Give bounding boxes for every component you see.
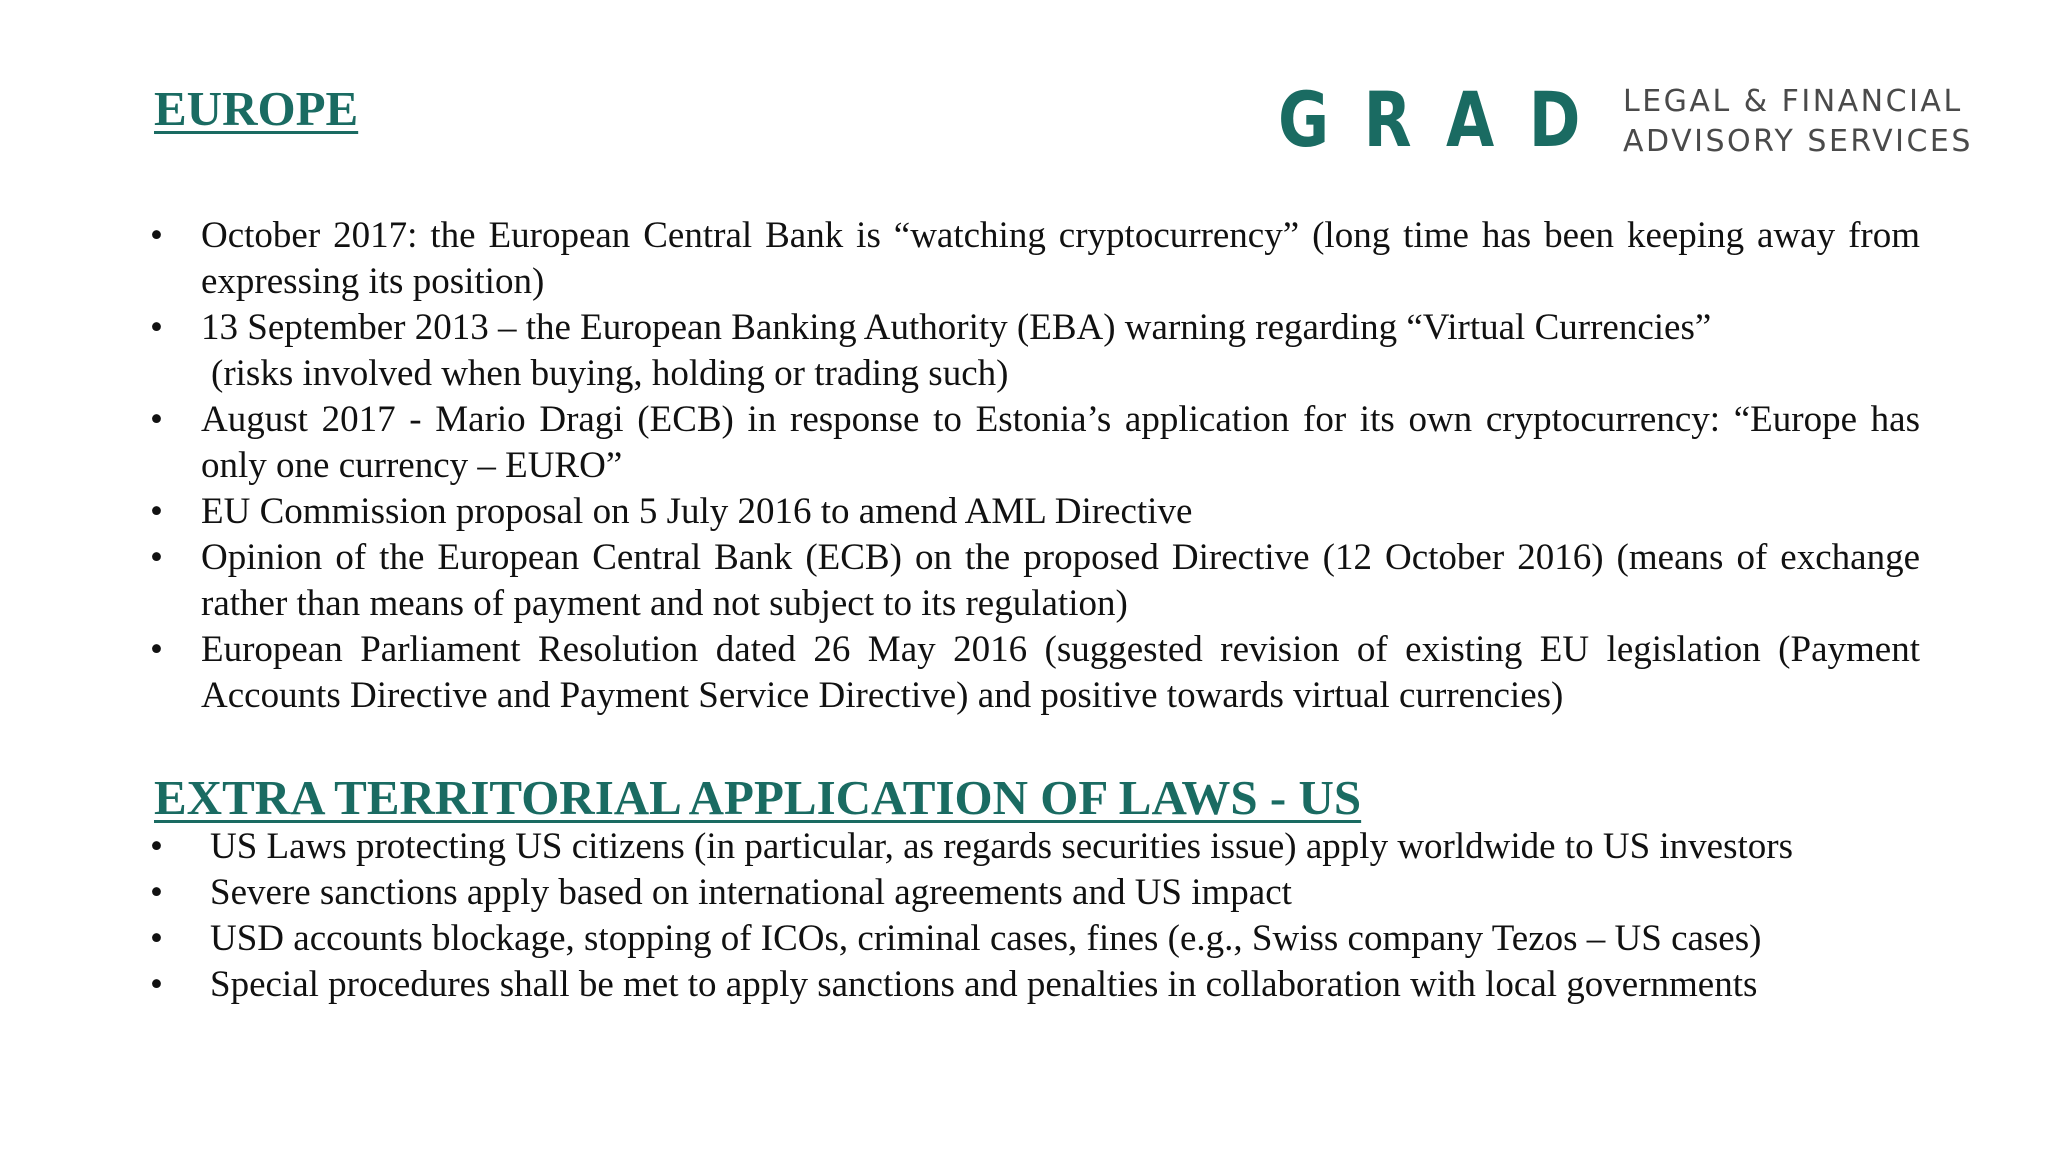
list-item [150, 916, 1950, 962]
logo-tagline-line1: LEGAL & FINANCIAL [1623, 84, 1963, 119]
list-item-text: Opinion of the European Central Bank (ECB) on the proposed Directive (12 October 2016) (means of exchange rather than means of payment and not subject to its regulation) [201, 537, 1920, 624]
list-item-text: European Parliament Resolution dated 26 May 2016 (suggested revision of existing EU legislation (Payment Accounts Directive and Payment Service Directive) and positive towards virtual currencies) [201, 629, 1920, 716]
list-item-text: Special procedures shall be met to apply sanctions and penalties in collaboration with local governments [210, 964, 1758, 1005]
list-item-text: US Laws protecting US citizens (in particular, as regards securities issue) apply worldwide to US investors [210, 826, 1793, 867]
bullet-dot: • [150, 826, 163, 867]
list-item-text: October 2017: the European Central Bank is “watching cryptocurrency” (long time has been keeping away from expressing its position) [201, 215, 1920, 302]
bullet-dot: • [150, 964, 163, 1005]
list-item [150, 213, 1920, 305]
us-bullet-list [150, 824, 1950, 1008]
list-item [150, 305, 1920, 397]
list-item-text: EU Commission proposal on 5 July 2016 to amend AML Directive [201, 491, 1193, 532]
logo-wordmark: GRAD [1278, 75, 1615, 164]
list-item [150, 535, 1920, 627]
list-item [150, 489, 1920, 535]
list-item [150, 397, 1920, 489]
list-item-text: August 2017 - Mario Dragi (ECB) in response to Estonia’s application for its own cryptocurrency: “Europe has only one currency – EURO” [201, 399, 1920, 486]
bullet-dot: • [150, 215, 163, 256]
list-item-text: 13 September 2013 – the European Banking Authority (EBA) warning regarding “Virtual Currencies” [201, 307, 1712, 348]
bullet-dot: • [150, 918, 163, 959]
bullet-dot: • [150, 399, 163, 440]
list-item-subtext: (risks involved when buying, holding or trading such) [211, 353, 1009, 394]
list-item [150, 824, 1950, 870]
bullet-dot: • [150, 491, 163, 532]
grad-logo [1278, 75, 1973, 164]
list-item-text: USD accounts blockage, stopping of ICOs, criminal cases, fines (e.g., Swiss company Tezos – US cases) [210, 918, 1762, 959]
logo-tagline [1623, 82, 1973, 162]
logo-tagline-line2: ADVISORY SERVICES [1623, 124, 1973, 159]
bullet-dot: • [150, 872, 163, 913]
europe-title: EUROPE [154, 81, 359, 136]
list-item [150, 627, 1920, 719]
bullet-dot: • [150, 537, 163, 578]
bullet-dot: • [150, 307, 163, 348]
bullet-dot: • [150, 629, 163, 670]
list-item [150, 962, 1950, 1008]
list-item-text: Severe sanctions apply based on international agreements and US impact [210, 872, 1292, 913]
us-title: EXTRA TERRITORIAL APPLICATION OF LAWS - US [154, 770, 1362, 825]
list-item [150, 870, 1950, 916]
europe-bullet-list [150, 213, 1920, 719]
